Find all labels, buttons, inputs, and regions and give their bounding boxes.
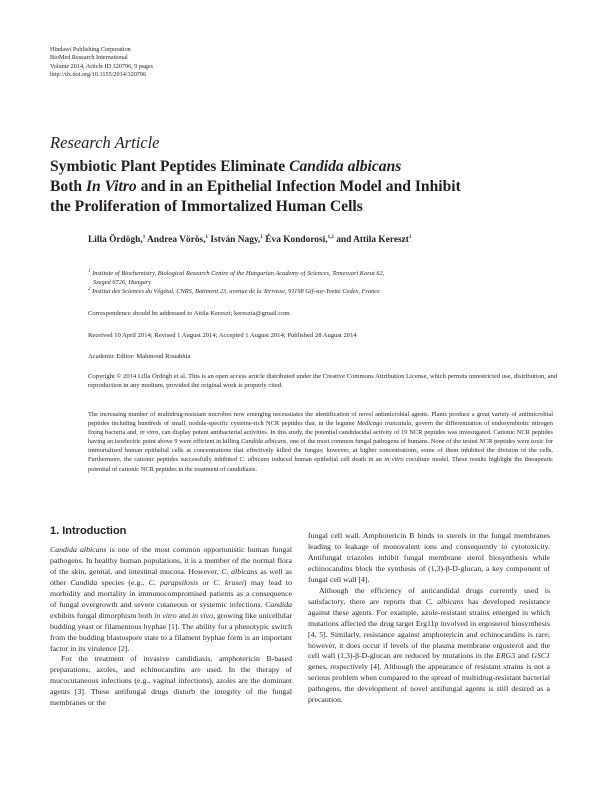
affiliation: Szeged 6726, Hungary [93, 279, 152, 286]
title-text: the Proliferation of Immortalized Human Cells [50, 198, 363, 215]
left-column [50, 526, 292, 709]
title-text: In Vitro [85, 178, 137, 195]
abstract: The increasing number of multidrug-resistant microbes now emerging necessitates the identification of novel antimicrobial agents. Plants produce a great variety of antimicrobial peptides including hundreds of small, nodule-specific cysteine-rich NCR peptides that, in the legume Medicago truncatula, govern the differentiation of endosymbiotic nitrogen fixing bacteria and, in vitro, can display potent antibacterial activities. In this study, the potential candidacidal activity of 19 NCR peptides was investigated. Cationic NCR peptides having an isoelectric point above 9 were efficient in killing Candida albicans, one of the most common fungal pathogens of humans. None of the tested NCR peptides were toxic for immortalized human epithelial cells at concentrations that effectively killed the fungus; however, at higher concentrations, some of them inhibited the division of the cells. Furthermore, the cationic peptides successfully inhibited C. albicans induced human epithelial cell death in an in vitro coculture model. These results highlight the therapeutic potential of cationic NCR peptides in the treatment of candidiasis. [88, 411, 553, 473]
author: and Attila Kereszt$^1$ [333, 234, 412, 245]
author-list [88, 235, 411, 245]
right-column [308, 531, 550, 706]
paragraph: fungal cell wall. Amphotericin B binds to sterols in the fungal membranes leading to leakage of monovalent ions and consequently to cytotoxicity. Antifungal triazoles inhibit fungal membrane sterol biosynthesis while echinocandins block the synthesis of (1,3)-β-D-glucan, a key component of fungal cell wall [4]. [308, 531, 550, 584]
volume-info: Volume 2014, Article ID 320796, 9 pages [50, 62, 153, 70]
title-text: and in an Epithelial Infection Model and Inhibit [136, 178, 461, 195]
title-text: Candida albicans [289, 158, 402, 175]
paragraph: Although the efficiency of anticandidal drugs currently used is satisfactory, there are reports that C. albicans has developed resistance against these agents. For example, azole-resistant strains emerged in which mutations affected the drug target Erg11p involved in ergosterol biosynthesis [4, 5]. Similarly, resistance against amphotericin and echinocandins is rare; however, it does occur if levels of the plasma membrane ergosterol and the cell wall (1,3)-β-D-glucan are reduced by mutations in the ERG3 and GSC1 genes, respectively [4]. Although the appearance of resistant strains is not a serious problem when compared to the spread of multidrug-resistant bacterial pathogens, the development of novel antifungal agents is still desired as a precaution. [308, 585, 550, 705]
title-text: Both [50, 178, 86, 195]
affiliations [88, 269, 558, 296]
affiliation: $^1$ Institute of Biochemistry, Biological Research Centre of the Hungarian Academy of Sciences, Temesvari Korut 62, [88, 268, 385, 277]
author: Éva Kondorosi,$^{1,2}$ [262, 234, 334, 245]
correspondence: Correspondence should be addressed to Attila Kereszt; kereszta@gmail.com [88, 310, 290, 317]
journal-name: BioMed Research International [50, 54, 128, 62]
paragraph: For the treatment of invasive candidiasis, amphotericin B-based preparations, azoles, and echinocandins are used. In the therapy of mucocutaneous infections (e.g., vaginal infections), azoles are the dominant agents [3]. These antifungal drugs disturb the integrity of the fungal membranes or the [50, 654, 292, 708]
copyright-notice: Copyright © 2014 Lilla Ördögh et al. This is an open access article distributed under the Creative Commons Attribution License, which permits unrestricted use, distribution, and reproduction in any medium, provided the original work is properly cited. [88, 373, 558, 389]
paragraph: Candida albicans is one of the most common opportunistic human fungal pathogens. In healthy human populations, it is a member of the normal flora of the skin, genital, and intestinal mucosa. However, C. albicans as well as other Candida species (e.g., C. parapsilosis or C. krusei) may lead to morbidity and mortality in immunocompromised patients as a consequence of fungal overgrowth and severe cutaneous or systemic infections. Candida exhibits fungal dimorphism both in vitro and in vivo, growing like unicellular budding yeast or filamentous hyphae [1]. The ability for a phenotypic switch from the budding blastospore state to a filament hyphae form is an important factor in its virulence [2]. [50, 544, 293, 653]
publisher: Hindawi Publishing Corporation [50, 46, 131, 53]
section-heading: 1. Introduction [50, 525, 127, 537]
affiliation: $^2$ Institut des Sciences du Végétal, CNRS, Batiment 23, avenue de la Terrasse, 91198 Gif-sur-Yvette Cedex, France [88, 286, 380, 295]
author: Lilla Ördögh,$^1$ [88, 234, 146, 245]
article-dates: Received 10 April 2014; Revised 1 August 2014; Accepted 1 August 2014; Published 28 August 2014 [88, 332, 357, 339]
article-title [50, 157, 570, 217]
doi-link[interactable]: http://dx.doi.org/10.1155/2014/320796 [50, 71, 147, 79]
title-text: Symbiotic Plant Peptides Eliminate [50, 158, 290, 175]
academic-editor: Academic Editor: Mahmoud Rouabhia [88, 353, 191, 360]
author: Andrea Vörös,$^1$ [145, 234, 209, 245]
article-type: Research Article [50, 133, 160, 152]
author: István Nagy,$^1$ [208, 234, 263, 245]
journal-header [50, 46, 153, 80]
